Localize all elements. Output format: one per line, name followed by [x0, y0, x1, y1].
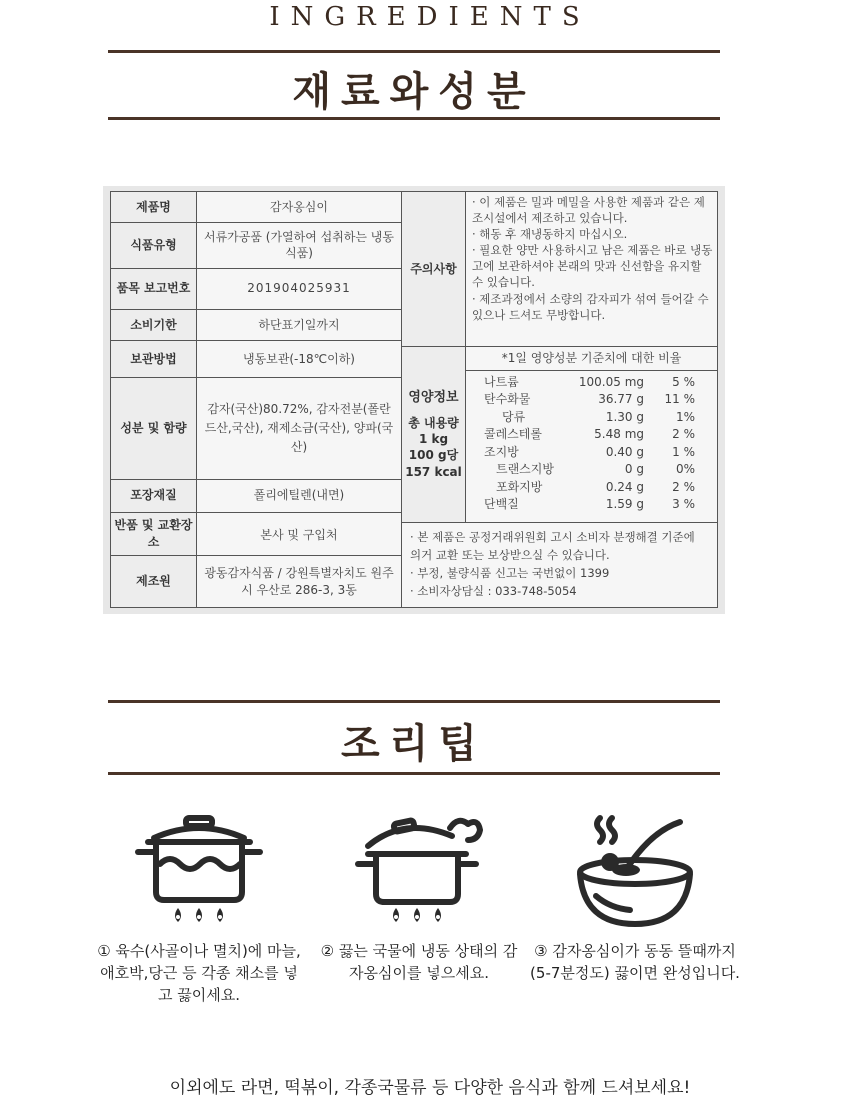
ingredients-title: 재료와성분 [292, 69, 536, 115]
nutrient-amount: 5.48 mg [594, 427, 644, 442]
caution-notes [466, 192, 718, 347]
nutrient-amount: 36.77 g [598, 392, 644, 407]
food-type-label: 식품유형 [111, 223, 197, 269]
caution-line: · 제조과정에서 소량의 감자피가 섞여 들어갈 수 있으나 드셔도 무방합니다. [472, 291, 709, 322]
nutrient-name: 탄수화물 [484, 392, 531, 407]
ingredients-value: 감자(국산)80.72%, 감자전분(폴란드산,국산), 재제소금(국산), 양파(국산) [197, 378, 402, 479]
packaging-value: 폴리에틸렌(내면) [197, 479, 402, 512]
nutrient-name: 트랜스지방 [496, 462, 554, 477]
ingredients-label: 성분 및 함량 [111, 378, 197, 479]
food-type-value: 서류가공품 (가열하여 섭취하는 냉동식품) [197, 223, 402, 269]
english-title: INGREDIENTS [269, 2, 591, 32]
caution-line: · 필요한 양만 사용하시고 남은 제품은 바로 냉동고에 보관하셔야 본래의 맛과 신선함을 유지할 수 있습니다. [472, 243, 713, 290]
nutrition-header: *1일 영양성분 기준치에 대한 비율 [466, 347, 717, 371]
nutrient-percent: 5 % [672, 374, 695, 389]
product-name-value: 감자옹심이 [197, 192, 402, 223]
expiry-label: 소비기한 [111, 309, 197, 340]
nutrient-amount: 1.30 g [605, 409, 644, 424]
step-1-text: ① 육수(사골이나 멸치)에 마늘, 애호박,당근 등 각종 채소를 넣고 끓이세요. [97, 942, 301, 1004]
nutrition-total-label: 총 내용량 [408, 416, 459, 431]
nutrient-name: 나트륨 [484, 374, 519, 389]
ingredients-table [103, 186, 725, 614]
notice-line: · 본 제품은 공정거래위원회 고시 소비자 분쟁해결 기준에 의거 교환 또는 보상받으실 수 있습니다. [410, 530, 695, 563]
soup-bowl-icon [570, 812, 700, 930]
manufacturer-value: 광동감자식품 / 강원특별자치도 원주시 우산로 286-3, 3동 [197, 556, 402, 608]
returns-value: 본사 및 구입처 [197, 512, 402, 555]
storage-label: 보관방법 [111, 340, 197, 377]
nutrient-amount: 0.40 g [605, 444, 644, 459]
nutrient-amount: 1.59 g [605, 497, 644, 512]
nutrition-row [472, 409, 711, 427]
nutrition-label-cell [402, 347, 466, 523]
nutrition-rows [472, 374, 711, 514]
packaging-label: 포장재질 [111, 479, 197, 512]
caution-label: 주의사항 [402, 192, 466, 347]
caution-line: · 해동 후 재냉동하지 마십시오. [472, 227, 628, 242]
nutrition-row [472, 496, 711, 514]
product-name-label: 제품명 [111, 192, 197, 223]
nutrition-row [472, 444, 711, 462]
boiling-pot-icon [134, 812, 264, 930]
nutrition-facts [466, 347, 718, 523]
tips-rule-top [108, 700, 720, 703]
nutrition-row [472, 374, 711, 392]
title-rule-bottom [108, 117, 720, 120]
manufacturer-label: 제조원 [111, 556, 197, 608]
notice-cell [402, 523, 718, 608]
nutrition-row [472, 479, 711, 497]
tips-rule-bottom [108, 772, 720, 775]
title-rule-top [108, 50, 720, 53]
step-3 [530, 812, 740, 984]
nutrient-percent: 1 % [672, 444, 695, 459]
nutrition-per-label: 100 g당 [408, 448, 459, 463]
nutrient-amount: 100.05 mg [578, 374, 644, 389]
tips-footer: 이외에도 라면, 떡볶이, 각종국물류 등 다양한 음식과 함께 드셔보세요! [169, 1078, 691, 1098]
notice-line: · 소비자상담실 : 033-748-5054 [410, 583, 577, 598]
notice-line: · 부정, 불량식품 신고는 국번없이 1399 [410, 566, 610, 581]
nutrient-percent: 11 % [664, 392, 695, 407]
nutrition-row [472, 391, 711, 409]
nutrition-row [472, 426, 711, 444]
nutrient-amount: 0.24 g [605, 479, 644, 494]
nutrition-per-value: 157 kcal [405, 464, 462, 479]
steaming-pot-icon [354, 812, 484, 930]
nutrition-label: 영양정보 [408, 390, 459, 406]
nutrient-percent: 1% [675, 409, 695, 424]
step-2-text: ② 끓는 국물에 냉동 상태의 감자옹심이를 넣으세요. [320, 942, 518, 982]
report-no-label: 품목 보고번호 [111, 268, 197, 309]
nutrient-name: 당류 [502, 409, 526, 424]
nutrient-amount: 0 g [624, 462, 644, 477]
nutrient-percent: 0% [675, 462, 695, 477]
nutrition-row [472, 461, 711, 479]
storage-value: 냉동보관(-18℃이하) [197, 340, 402, 377]
caution-line: · 이 제품은 밀과 메밀을 사용한 제품과 같은 제조시설에서 제조하고 있습니다. [472, 195, 705, 226]
nutrient-name: 조지방 [484, 444, 519, 459]
nutrient-percent: 2 % [672, 427, 695, 442]
nutrient-percent: 2 % [672, 479, 695, 494]
tips-title: 조리팁 [341, 721, 487, 767]
nutrient-percent: 3 % [672, 497, 695, 512]
step-3-text: ③ 감자옹심이가 동동 뜰때까지 (5-7분정도) 끓이면 완성입니다. [530, 942, 740, 982]
nutrition-total-value: 1 kg [418, 432, 449, 447]
nutrient-name: 콜레스테롤 [484, 427, 542, 442]
step-2 [314, 812, 524, 984]
report-no-value: 201904025931 [197, 268, 402, 309]
nutrient-name: 포화지방 [496, 479, 543, 494]
expiry-value: 하단표기일까지 [197, 309, 402, 340]
returns-label: 반품 및 교환장소 [111, 512, 197, 555]
step-1 [94, 812, 304, 1006]
nutrient-name: 단백질 [484, 497, 519, 512]
